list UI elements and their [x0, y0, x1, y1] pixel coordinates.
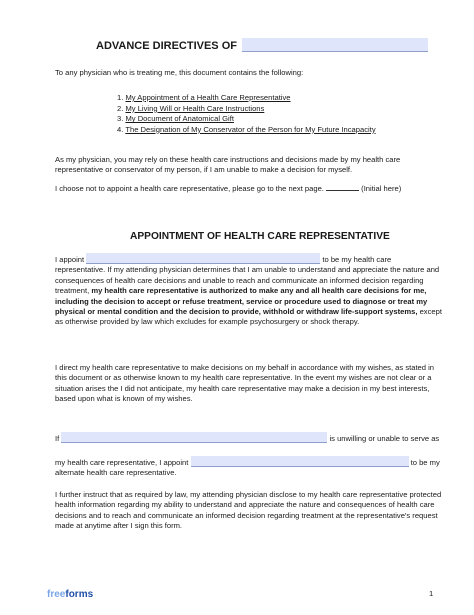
document-title-text: ADVANCE DIRECTIVES OF	[96, 40, 237, 52]
direct-paragraph: I direct my health care representative to make decisions on my behalf in accordance with my wishes, as stated in this document or as otherwise known to my health care representative. In the event my wishes are not clear or a situation arises the I did not anticipate, my health care representative may make a decision in my best interests, based upon what is known of my wishes.	[55, 363, 435, 404]
appoint-paragraph: I appoint to be my health care representative. If my attending physician determines that I am unable to understand and appreciate the nature and consequences of health care decisions and unable to reach and communicate an informed decision regarding treatment, my health care representative is authorized to make any and all health care decisions for me, including the decision to accept or refuse treatment, service or procedure used to diagnose or treat my physical or mental condition and the decision to provide, withhold or withdraw life-support systems, except as otherwise provided by law which excludes for example psychosurgery or shock therapy.	[55, 255, 442, 327]
alternate-paragraph: my health care representative, I appoint to be my alternate health care representative.	[55, 458, 440, 478]
document-title	[96, 38, 428, 52]
alternate-representative-field[interactable]	[191, 456, 409, 467]
primary-representative-field[interactable]	[61, 432, 327, 443]
page-number: 1	[429, 589, 434, 598]
initial-field[interactable]	[326, 183, 359, 191]
list-item: 2. My Living Will or Health Care Instructions	[117, 103, 265, 113]
list-item-link: My Appointment of a Health Care Representative	[125, 93, 291, 102]
reliance-paragraph: As my physician, you may rely on these health care instructions and decisions made by my health care representative or conservator of my person, if I am unable to make a decision for myself.	[55, 155, 401, 175]
list-item: 4. The Designation of My Conservator of the Person for My Future Incapacity	[117, 124, 376, 134]
principal-name-field[interactable]	[242, 38, 428, 52]
alternate-line: If is unwilling or unable to serve as	[55, 434, 440, 443]
list-item-link: My Living Will or Health Care Instructions	[125, 103, 265, 113]
intro-text: To any physician who is treating me, this document contains the following:	[55, 68, 304, 77]
contents-list	[117, 93, 457, 135]
section-title: APPOINTMENT OF HEALTH CARE REPRESENTATIVE	[130, 231, 390, 242]
instruct-paragraph: I further instruct that as required by law, my attending physician disclose to my health care representative protected health information regarding my ability to understand and appreciate the nature and consequences of health care decisions and to reach and communicate an informed decision regarding treatment at the representative's request made at anytime after I sign this form.	[55, 490, 442, 531]
list-item: 1. My Appointment of a Health Care Representative	[117, 93, 291, 102]
freeforms-logo: freeforms	[47, 589, 94, 600]
list-item-link: The Designation of My Conservator of the Person for My Future Incapacity	[125, 124, 376, 134]
list-item-link: My Document of Anatomical Gift	[125, 114, 234, 124]
authority-bold-text: my health care representative is authorized to make any and all health care decisions for me, including the decision to accept or refuse treatment, service or procedure used to diagnose or treat my physical or mental condition and the decision to provide, withhold or withdraw life-support systems,	[55, 286, 428, 317]
choose-not-paragraph: I choose not to appoint a health care representative, please go to the next page. (Initial here)	[55, 184, 402, 193]
representative-name-field[interactable]	[86, 253, 320, 264]
list-item: 3. My Document of Anatomical Gift	[117, 114, 234, 124]
